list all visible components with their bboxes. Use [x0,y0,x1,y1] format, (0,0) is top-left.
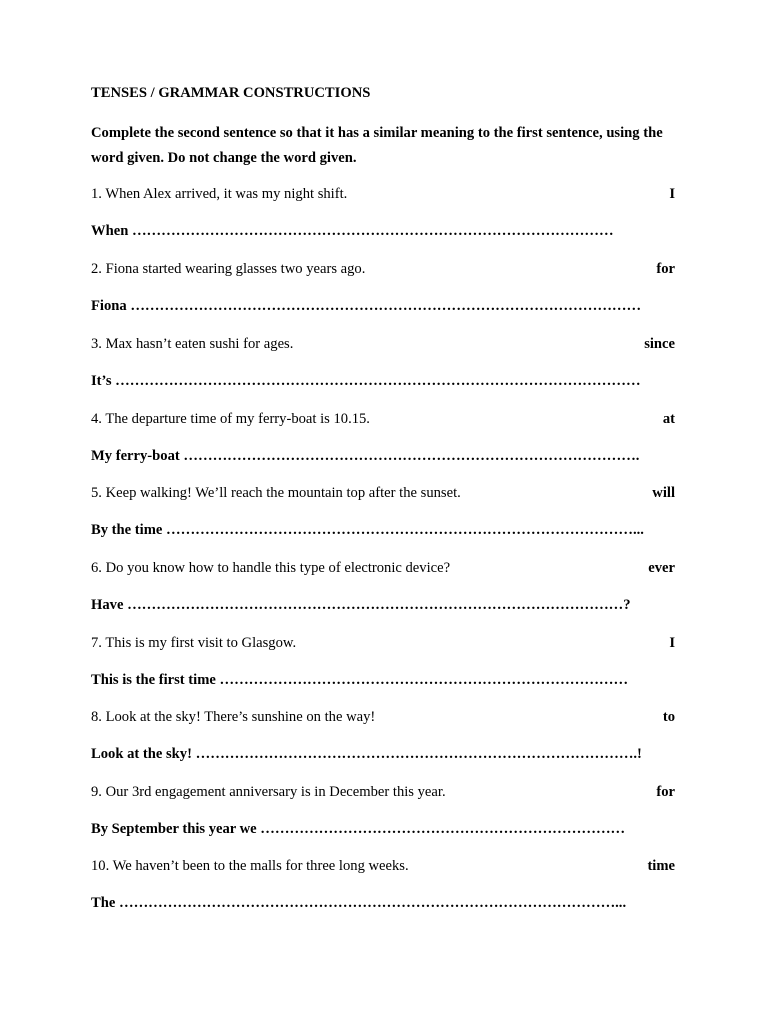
exercise-sentence: 9. Our 3rd engagement anniversary is in December this year. [91,784,446,800]
exercise-sentence: 5. Keep walking! We’ll reach the mountain top after the sunset. [91,485,461,501]
exercise-sentence: 7. This is my first visit to Glasgow. [91,635,297,651]
answer-line: Fiona …………………………………………………………………………………………… [91,298,642,314]
exercise-sentence: 2. Fiona started wearing glasses two years ago. [91,261,366,277]
exercise-keyword: at [662,411,675,427]
answer-line: The …………………………………………………………………………………………... [91,895,627,911]
exercise-item-5 [91,485,677,538]
answer-line: Look at the sky! ……………………………………………………………………………….! [91,746,642,762]
exercise-sentence: 10. We haven’t been to the malls for three long weeks. [91,858,409,874]
answer-line: By September this year we ………………………………………………………………… [91,821,626,837]
exercise-sentence: 8. Look at the sky! There’s sunshine on the way! [91,709,376,725]
exercise-item-6 [91,560,677,613]
exercise-keyword: time [647,858,675,874]
exercise-item-7 [91,635,677,688]
instructions: Complete the second sentence so that it has a similar meaning to the first sentence, using the word given. Do not change the word given. [91,125,663,166]
answer-line: Have …………………………………………………………………………………………? [91,597,631,613]
exercise-sentence: 6. Do you know how to handle this type of electronic device? [91,560,451,576]
answer-line: My ferry-boat …………………………………………………………………………………. [91,448,640,464]
worksheet-title: TENSES / GRAMMAR CONSTRUCTIONS [91,85,371,101]
exercise-keyword: for [656,261,675,277]
exercise-sentence: 4. The departure time of my ferry-boat is 10.15. [91,411,370,427]
exercise-keyword: for [656,784,675,800]
exercise-item-9 [91,784,677,837]
exercise-sentence: 1. When Alex arrived, it was my night shift. [91,186,348,202]
exercise-item-1 [91,186,677,239]
answer-line: This is the first time ………………………………………………………………………… [91,672,629,688]
exercise-keyword: since [644,336,675,352]
exercise-keyword: ever [648,560,675,576]
exercise-keyword: I [669,186,675,202]
exercise-keyword: to [662,709,675,725]
exercise-item-2 [91,261,677,314]
answer-line: By the time ……………………………………………………………………………………... [91,522,644,538]
exercise-item-4 [91,411,677,464]
answer-line: When ……………………………………………………………………………………… [91,223,614,239]
exercise-item-3 [91,336,677,389]
exercise-keyword: will [652,485,675,501]
exercise-keyword: I [669,635,675,651]
exercise-item-10 [91,858,677,911]
exercise-item-8 [91,709,677,762]
exercise-sentence: 3. Max hasn’t eaten sushi for ages. [91,336,294,352]
answer-line: It’s ……………………………………………………………………………………………… [91,373,641,389]
